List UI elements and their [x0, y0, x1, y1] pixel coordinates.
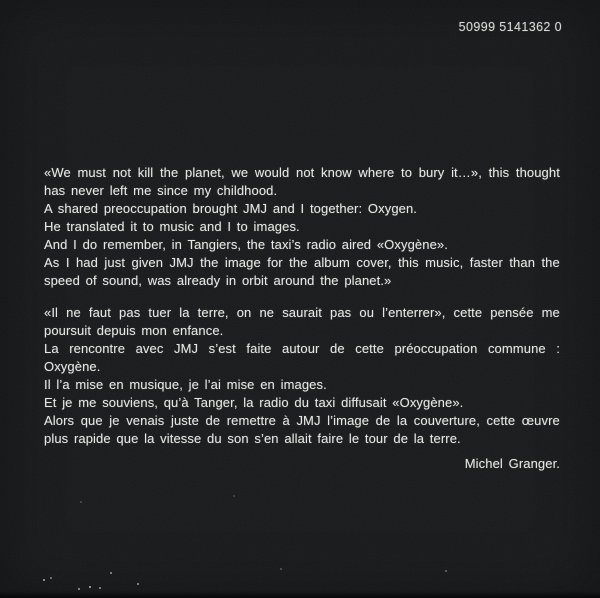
- dust-speck: [233, 495, 235, 497]
- paragraph-english: [44, 164, 560, 290]
- dust-speck: [99, 587, 101, 589]
- dust-speck: [110, 572, 112, 574]
- dust-speck: [43, 579, 45, 581]
- text-line: «We must not kill the planet, we would not know where to bury it…», this thought: [44, 165, 560, 180]
- text-line: Il l’a mise en musique, je l’ai mise en images.: [44, 377, 327, 392]
- catalog-number: 50999 5141362 0: [458, 20, 562, 34]
- text-line: speed of sound, was already in orbit around the planet.»: [44, 273, 392, 288]
- text-line: La rencontre avec JMJ s’est faite autour de cette préoccupation commune :: [44, 341, 560, 356]
- text-line: Et je me souviens, qu’à Tanger, la radio du taxi diffusait «Oxygène».: [44, 395, 464, 410]
- text-line: As I had just given JMJ the image for the album cover, this music, faster than the: [44, 255, 560, 270]
- text-line: poursuit depuis mon enfance.: [44, 323, 224, 338]
- dust-speck: [445, 570, 447, 572]
- text-line: plus rapide que la vitesse du son s’en allait faire le tour de la terre.: [44, 431, 461, 446]
- text-block: [44, 164, 560, 473]
- bottom-scan-edge: [0, 591, 600, 598]
- dust-speck: [137, 583, 139, 585]
- paragraph-french: [44, 304, 560, 448]
- dust-speck: [80, 501, 82, 503]
- text-line: «Il ne faut pas tuer la terre, on ne saurait pas ou l’enterrer», cette pensée me: [44, 305, 560, 320]
- signature: Michel Granger.: [464, 456, 560, 471]
- text-line: Alors que je venais juste de remettre à JMJ l’image de la couverture, cette œuvre: [44, 413, 560, 428]
- dust-speck: [280, 568, 282, 570]
- dust-speck: [78, 588, 80, 590]
- dust-speck: [89, 586, 91, 588]
- text-line: He translated it to music and I to images.: [44, 219, 300, 234]
- text-line: And I do remember, in Tangiers, the taxi’s radio aired «Oxygène».: [44, 237, 448, 252]
- dust-speck: [50, 577, 52, 579]
- text-line: Oxygène.: [44, 359, 101, 374]
- text-line: has never left me since my childhood.: [44, 183, 278, 198]
- text-line: A shared preoccupation brought JMJ and I together: Oxygen.: [44, 201, 418, 216]
